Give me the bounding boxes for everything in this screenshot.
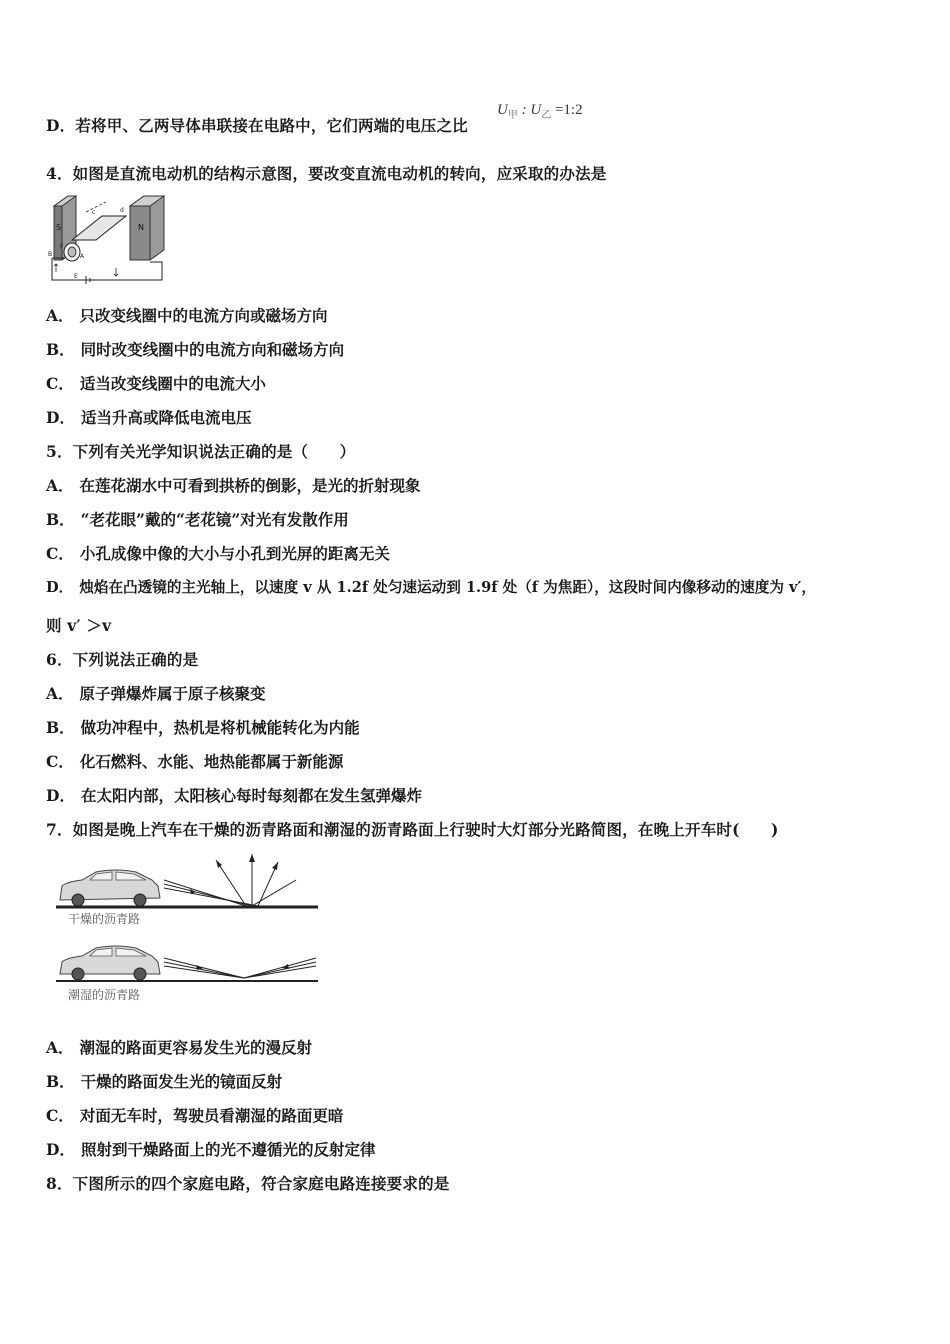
- svg-text:N: N: [138, 223, 144, 232]
- q6-option-a: [46, 682, 266, 704]
- option-key: B．: [46, 340, 75, 359]
- q4-option-b: [46, 338, 344, 360]
- q6-stem: 6．下列说法正确的是: [46, 650, 199, 669]
- option-text: 只改变线圈中的电流方向或磁场方向: [79, 306, 328, 325]
- option-key: B．: [46, 510, 75, 529]
- option-key: C．: [46, 752, 74, 771]
- q5-option-c: [46, 542, 390, 564]
- option-key: C．: [46, 374, 74, 393]
- option-key: A．: [46, 1038, 74, 1057]
- option-text: 原子弹爆炸属于原子核聚变: [79, 684, 266, 703]
- wet-road-caption: 潮湿的沥青路: [68, 988, 141, 1002]
- q5-stem: 5．下列有关光学知识说法正确的是（ ）: [46, 442, 356, 461]
- q4-stem: 4．如图是直流电动机的结构示意图，要改变直流电动机的转向，应采取的办法是: [46, 164, 607, 183]
- q6-option-d: [46, 784, 422, 806]
- voltage-ratio-formula: [497, 102, 583, 121]
- q6-option-b: [46, 716, 360, 738]
- option-key: D．: [46, 408, 75, 427]
- option-text: 照射到干燥路面上的光不遵循光的反射定律: [80, 1140, 376, 1159]
- svg-text:S: S: [56, 223, 62, 232]
- q6-option-c: [46, 750, 343, 772]
- option-key: A．: [46, 306, 74, 325]
- option-text: 适当改变线圈中的电流大小: [79, 374, 266, 393]
- ratio-subscript-yi: 乙: [541, 110, 552, 121]
- q7-option-a: [46, 1036, 312, 1058]
- q7-option-b: [46, 1070, 282, 1092]
- option-key: B．: [46, 718, 75, 737]
- option-text: 烛焰在凸透镜的主光轴上，以速度 v 从 1.2f 处匀速运动到 1.9f 处（f 为焦距），这段时间内像移动的速度为 v′，: [79, 579, 816, 596]
- option-text: 做功冲程中，热机是将机械能转化为内能: [80, 718, 360, 737]
- q4-option-a: [46, 304, 328, 326]
- option-text: 同时改变线圈中的电流方向和磁场方向: [80, 340, 345, 359]
- svg-text:B: B: [48, 251, 53, 258]
- q5-option-d: [46, 576, 816, 597]
- option-text: 潮湿的路面更容易发生光的漫反射: [79, 1038, 313, 1057]
- q7-option-d: [46, 1138, 375, 1160]
- dry-road-caption: 干燥的沥青路: [68, 912, 141, 926]
- ratio-separator: :: [521, 102, 527, 118]
- option-key: D．: [46, 579, 74, 596]
- option-text: 干燥的路面发生光的镜面反射: [80, 1072, 283, 1091]
- option-key: A．: [46, 476, 74, 495]
- option-key: C．: [46, 544, 74, 563]
- option-text: 适当升高或降低电流电压: [80, 408, 252, 427]
- q7-stem: 7．如图是晚上汽车在干燥的沥青路面和潮湿的沥青路面上行驶时大灯部分光路简图，在晚上开车时( ): [46, 820, 779, 839]
- option-text: 化石燃料、水能、地热能都属于新能源: [79, 752, 344, 771]
- ratio-symbol-u2: U: [530, 102, 542, 118]
- option-text: 小孔成像中像的大小与小孔到光屏的距离无关: [79, 544, 390, 563]
- q7-option-c: [46, 1104, 343, 1126]
- option-text: “老花眼”戴的“老花镜”对光有发散作用: [80, 510, 349, 529]
- option-text: 对面无车时，驾驶员看潮湿的路面更暗: [79, 1106, 344, 1125]
- wet-road-diagram: [56, 944, 322, 984]
- option-text: 在太阳内部，太阳核心每时每刻都在发生氢弹爆炸: [80, 786, 422, 805]
- svg-text:E: E: [74, 273, 78, 280]
- q3-option-d: D．若将甲、乙两导体串联接在电路中，它们两端的电压之比: [46, 116, 468, 135]
- option-key: D．: [46, 1140, 75, 1159]
- option-key: C．: [46, 1106, 74, 1125]
- ratio-subscript-jia: 甲: [507, 110, 518, 121]
- q5-option-b: [46, 508, 349, 530]
- q8-stem: 8．下图所示的四个家庭电路，符合家庭电路连接要求的是: [46, 1174, 450, 1193]
- ratio-symbol-u1: U: [497, 102, 508, 118]
- svg-text:c: c: [92, 209, 96, 216]
- option-key: A．: [46, 684, 74, 703]
- ratio-value: =1:2: [554, 102, 583, 118]
- q4-option-c: [46, 372, 266, 394]
- svg-text:A: A: [80, 253, 85, 260]
- option-key: B．: [46, 1072, 75, 1091]
- svg-text:d: d: [120, 207, 124, 214]
- svg-text:F: F: [60, 243, 64, 250]
- q4-option-d: [46, 406, 251, 428]
- q5-option-a: [46, 474, 421, 496]
- option-key: D．: [46, 786, 75, 805]
- q5-option-d-continued: 则 v′ ＞v: [46, 616, 112, 635]
- option-text: 在莲花湖水中可看到拱桥的倒影，是光的折射现象: [79, 476, 421, 495]
- dc-motor-diagram: [46, 192, 168, 288]
